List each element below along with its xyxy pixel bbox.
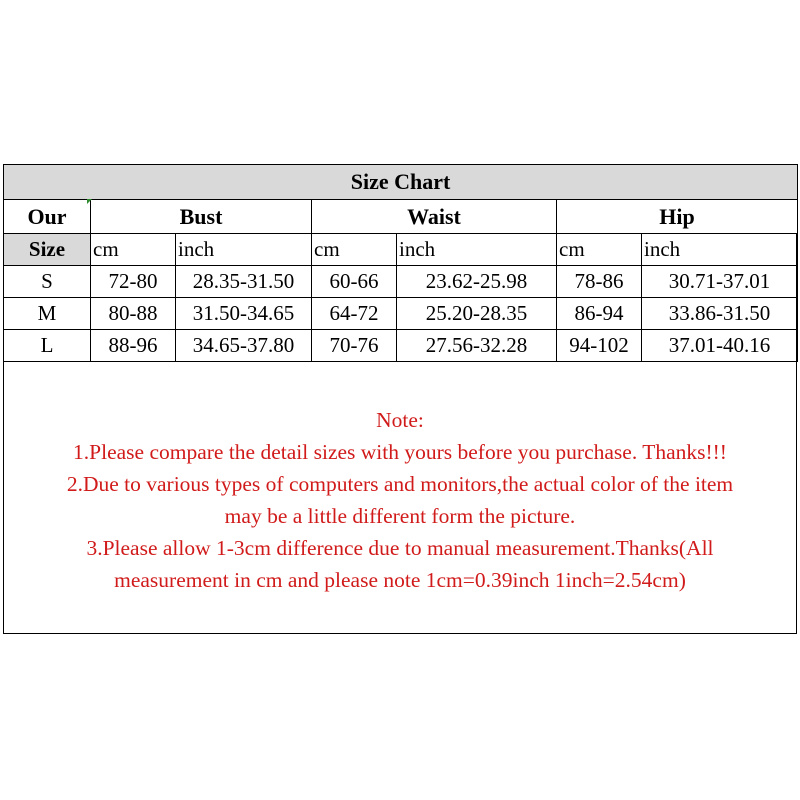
table-cell: 80-88 <box>91 298 176 330</box>
size-chart-table <box>3 164 798 362</box>
table-cell: 27.56-32.28 <box>397 330 557 362</box>
note-line: may be a little different form the picture. <box>224 504 576 528</box>
table-cell: 78-86 <box>557 266 642 298</box>
cell-corner-marker <box>87 199 92 204</box>
unit-cell: inch <box>176 234 312 266</box>
table-cell: 72-80 <box>91 266 176 298</box>
bust-header: Bust <box>91 200 312 234</box>
unit-cell: cm <box>91 234 176 266</box>
unit-row <box>4 234 798 266</box>
table-cell: 60-66 <box>312 266 397 298</box>
table-cell: 94-102 <box>557 330 642 362</box>
note-line: 2.Due to various types of computers and monitors,the actual color of the item <box>66 472 734 496</box>
table-cell: 25.20-28.35 <box>397 298 557 330</box>
notes-section <box>10 404 790 596</box>
unit-cell: inch <box>397 234 557 266</box>
hip-header: Hip <box>557 200 798 234</box>
unit-cell: inch <box>642 234 798 266</box>
unit-cell: cm <box>312 234 397 266</box>
unit-cell: cm <box>557 234 642 266</box>
table-row <box>4 298 798 330</box>
table-cell: 33.86-31.50 <box>642 298 798 330</box>
table-cell: 34.65-37.80 <box>176 330 312 362</box>
table-cell: 86-94 <box>557 298 642 330</box>
size-cell: L <box>4 330 91 362</box>
size-cell: S <box>4 266 91 298</box>
table-cell: 64-72 <box>312 298 397 330</box>
table-cell: 37.01-40.16 <box>642 330 798 362</box>
size-cell: M <box>4 298 91 330</box>
note-line: 1.Please compare the detail sizes with yours before you purchase. Thanks!!! <box>73 440 727 464</box>
table-row <box>4 330 798 362</box>
chart-title: Size Chart <box>4 165 798 200</box>
size-header-top: Our <box>4 200 91 234</box>
table-cell: 70-76 <box>312 330 397 362</box>
title-row <box>4 165 798 200</box>
size-header-bottom: Size <box>4 234 91 266</box>
table-cell: 28.35-31.50 <box>176 266 312 298</box>
waist-header: Waist <box>312 200 557 234</box>
table-row <box>4 266 798 298</box>
table-cell: 23.62-25.98 <box>397 266 557 298</box>
note-line: 3.Please allow 1-3cm difference due to manual measurement.Thanks(All <box>86 536 714 560</box>
note-heading: Note: <box>376 408 424 432</box>
measurement-header-row <box>4 200 798 234</box>
note-line: measurement in cm and please note 1cm=0.39inch 1inch=2.54cm) <box>114 568 686 592</box>
table-cell: 30.71-37.01 <box>642 266 798 298</box>
table-cell: 88-96 <box>91 330 176 362</box>
table-cell: 31.50-34.65 <box>176 298 312 330</box>
